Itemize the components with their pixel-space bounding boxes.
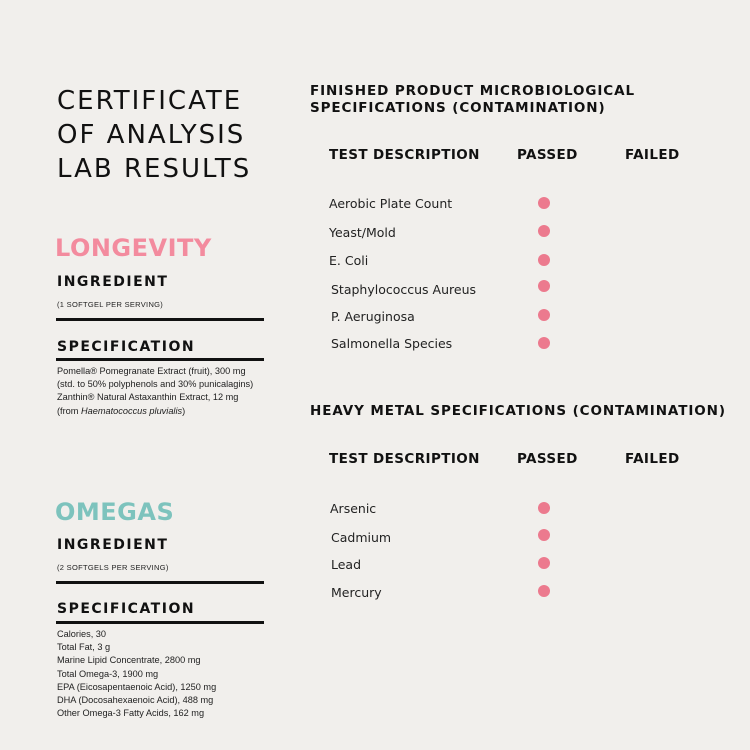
micro-test-name: Aerobic Plate Count [329, 196, 453, 211]
microbiological-title-line-2: SPECIFICATIONS (CONTAMINATION) [310, 100, 606, 116]
spec-line: EPA (Eicosapentaenoic Acid), 1250 mg [57, 681, 217, 692]
omegas-ingredient-label: INGREDIENT [57, 537, 169, 553]
omegas-serving: (2 SOFTGELS PER SERVING) [57, 563, 169, 572]
spec-line: (from Haematococcus pluvialis) [57, 405, 186, 416]
title-line-2: OF ANALYSIS [57, 120, 246, 150]
longevity-serving: (1 SOFTGEL PER SERVING) [57, 300, 164, 309]
metal-test-name: Mercury [331, 585, 382, 600]
spec-line: DHA (Docosahexaenoic Acid), 488 mg [57, 695, 214, 706]
passed-dot-icon [538, 502, 550, 514]
spec-line: Pomella® Pomegranate Extract (fruit), 300 mg [57, 366, 246, 376]
passed-dot-icon [538, 254, 550, 266]
spec-line: (std. to 50% polyphenols and 30% punicalagins) [57, 379, 254, 390]
micro-header-test-description: TEST DESCRIPTION [329, 147, 480, 163]
longevity-specification-label: SPECIFICATION [57, 339, 196, 355]
microbiological-title-line-1: FINISHED PRODUCT MICROBIOLOGICAL [310, 83, 635, 99]
spec-line: Total Omega-3, 1900 mg [57, 668, 159, 679]
micro-test-name: P. Aeruginosa [331, 309, 415, 324]
longevity-ingredient-divider [56, 318, 264, 321]
micro-test-name: Staphylococcus Aureus [331, 282, 477, 297]
micro-header-failed: FAILED [625, 147, 680, 163]
longevity-spec-list [57, 365, 272, 418]
passed-dot-icon [538, 225, 550, 237]
metal-test-name: Cadmium [331, 530, 392, 545]
micro-test-name: E. Coli [329, 253, 369, 268]
longevity-specification-divider [56, 358, 264, 361]
passed-dot-icon [538, 309, 550, 321]
omegas-ingredient-divider [56, 581, 264, 584]
micro-test-name: Salmonella Species [331, 336, 453, 351]
passed-dot-icon [538, 529, 550, 541]
omegas-specification-label: SPECIFICATION [57, 601, 196, 617]
spec-line: Marine Lipid Concentrate, 2800 mg [57, 655, 201, 666]
passed-dot-icon [538, 585, 550, 597]
heavy-metal-section-title [310, 403, 726, 420]
metal-test-name: Arsenic [330, 501, 377, 516]
longevity-product-name: LONGEVITY [55, 234, 212, 262]
metal-header-test-description: TEST DESCRIPTION [329, 451, 480, 467]
micro-header-passed: PASSED [517, 147, 578, 163]
longevity-ingredient-label: INGREDIENT [57, 274, 169, 290]
passed-dot-icon [538, 337, 550, 349]
passed-dot-icon [538, 197, 550, 209]
omegas-specification-divider [56, 621, 264, 624]
page-title [57, 84, 251, 186]
metal-header-passed: PASSED [517, 451, 578, 467]
spec-line: Other Omega-3 Fatty Acids, 162 mg [57, 708, 205, 719]
heavy-metal-title-line: HEAVY METAL SPECIFICATIONS (CONTAMINATION) [310, 403, 726, 419]
title-line-1: CERTIFICATE [57, 86, 243, 116]
omegas-product-name: OMEGAS [55, 498, 175, 526]
spec-line: Calories, 30 [57, 629, 107, 639]
passed-dot-icon [538, 280, 550, 292]
metal-header-failed: FAILED [625, 451, 680, 467]
micro-test-name: Yeast/Mold [329, 225, 396, 240]
metal-test-name: Lead [331, 557, 362, 572]
microbiological-section-title [310, 83, 635, 117]
title-line-3: LAB RESULTS [57, 154, 252, 184]
spec-line: Total Fat, 3 g [57, 642, 111, 653]
passed-dot-icon [538, 557, 550, 569]
spec-line: Zanthin® Natural Astaxanthin Extract, 12 mg [57, 392, 239, 403]
omegas-spec-list [57, 628, 272, 720]
